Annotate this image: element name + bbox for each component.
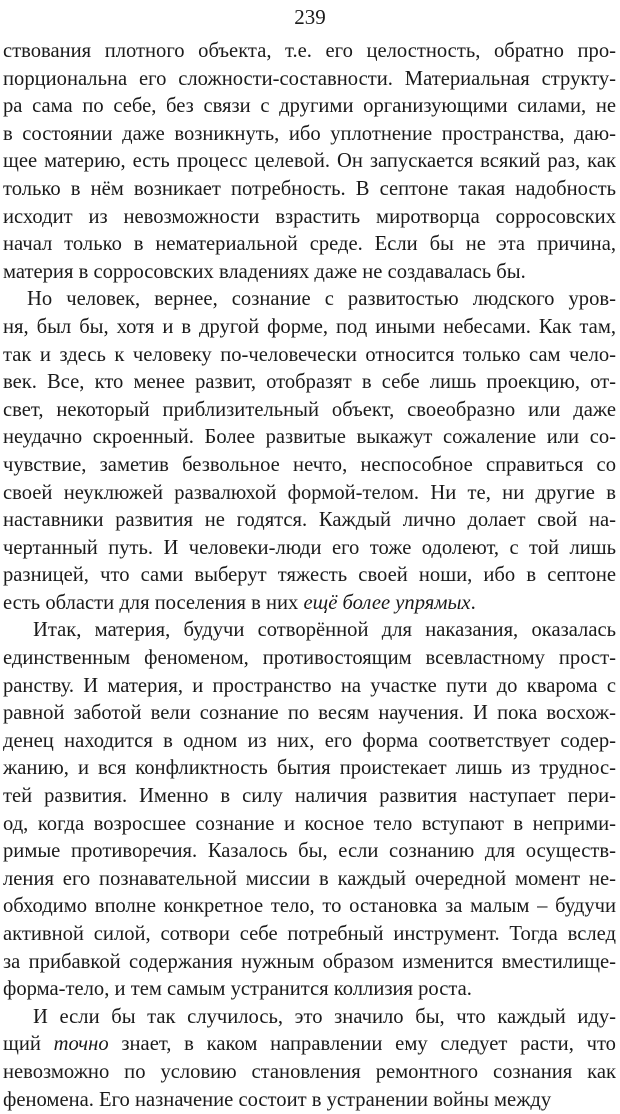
text-run: ствования плотного объекта, т.е. его целостность, обратно про- — [3, 40, 616, 62]
text-line — [3, 976, 616, 1004]
text-line — [3, 259, 616, 287]
text-run: разницей, что сами выберут тяжесть своей ноши, ибо в септоне — [3, 564, 616, 587]
text-line — [3, 66, 616, 94]
text-run: есть области для поселения в них — [3, 591, 304, 614]
text-line — [3, 452, 616, 480]
text-run: материя в сорросовских владениях даже не создавалась бы. — [3, 260, 526, 283]
text-line — [3, 811, 616, 839]
text-run: форма-тело, и тем самым устранится коллизия роста. — [3, 978, 472, 1001]
text-line — [3, 148, 616, 176]
text-run: единственным феноменом, противостоящим всевластному прост- — [3, 647, 616, 670]
text-run: своей неуклюжей развалюхой формой-телом. Ни те, ни другие в — [3, 481, 616, 504]
text-line — [3, 121, 616, 149]
text-line — [3, 93, 616, 121]
text-run: равной заботой вели сознание по весям научения. И пока восхож- — [3, 702, 616, 725]
text-line — [3, 755, 616, 783]
italic-text: точно — [53, 1033, 109, 1056]
text-run: неудачно скроенный. Более развитые выкажут сожаление или со- — [3, 426, 616, 449]
text-line — [3, 838, 616, 866]
text-line — [3, 590, 616, 618]
text-run: денец находится в одном из них, его форма соответствует содер- — [3, 729, 616, 752]
text-line — [3, 535, 616, 563]
text-line — [3, 866, 616, 894]
text-line — [3, 507, 616, 535]
text-run: обходимо вполне конкретное тело, то остановка за малым – будучи — [3, 895, 616, 918]
text-run: исходит из невозможности взрастить миротворца сорросовских — [3, 205, 616, 228]
text-line — [3, 176, 616, 204]
text-run: за прибавкой содержания нужным образом изменится вместилище- — [3, 950, 616, 973]
text-line — [3, 728, 616, 756]
text-run: тей развития. Именно в силу наличия развития наступает пери- — [3, 785, 616, 808]
text-run: в состоянии даже возникнуть, ибо уплотнение пространства, даю- — [3, 122, 616, 145]
text-line — [3, 1087, 616, 1114]
text-run: невозможно по условию становления ремонтного сознания как — [3, 1060, 616, 1083]
paragraph — [3, 286, 616, 617]
text-line — [3, 1004, 616, 1032]
text-run: феномена. Его назначение состоит в устранении войны между — [3, 1088, 552, 1111]
text-run: порциональна его сложности-составности. Материальная структу- — [3, 67, 616, 90]
text-line — [3, 949, 616, 977]
text-line — [3, 673, 616, 701]
text-line — [3, 369, 616, 397]
text-line — [3, 1031, 616, 1059]
text-line — [3, 424, 616, 452]
text-line — [3, 314, 616, 342]
text-run: щее материю, есть процесс целевой. Он запускается всякий раз, как — [3, 150, 616, 173]
text-line — [3, 204, 616, 232]
text-run: свет, некоторый приблизительный объект, своеобразно или даже — [3, 398, 616, 421]
text-line — [3, 921, 616, 949]
text-line — [3, 397, 616, 425]
text-run: начал только в нематериальной среде. Если бы не эта причина, — [3, 233, 616, 256]
text-line — [3, 342, 616, 370]
text-run: И если бы так случилось, это значило бы, что каждый иду- — [33, 1005, 616, 1028]
italic-text: ещё более упрямых — [303, 591, 471, 614]
text-run: ления его познавательной миссии в каждый очередной момент не- — [3, 867, 616, 890]
text-run: щий — [3, 1033, 54, 1056]
text-run: чувствие, заметив безвольное нечто, неспособное справиться со — [3, 453, 616, 476]
text-run: римые противоречия. Казалось бы, если сознанию для осуществ- — [3, 840, 616, 863]
text-line — [3, 700, 616, 728]
text-line — [3, 38, 616, 66]
body-text — [3, 38, 616, 1114]
text-run: Но человек, вернее, сознание с развитостью людского уров- — [27, 288, 616, 311]
paragraph — [3, 38, 616, 286]
text-run: чертанный путь. И человеки-люди его тоже одолеют, с той лишь — [3, 536, 616, 559]
text-line — [3, 480, 616, 508]
text-run: только в нём возникает потребность. В септоне такая надобность — [3, 177, 616, 200]
page-number: 239 — [294, 5, 326, 29]
paragraph — [3, 1004, 616, 1114]
text-run: Итак, материя, будучи сотворённой для наказания, оказалась — [33, 619, 616, 642]
text-run: . — [470, 591, 476, 614]
text-line — [3, 231, 616, 259]
paragraph — [3, 617, 616, 1003]
text-line — [3, 893, 616, 921]
text-line — [3, 286, 616, 314]
text-run: жанию, и вся конфликтность бытия проистекает лишь из труднос- — [3, 757, 616, 780]
text-line — [3, 617, 616, 645]
text-run: знает, в каком направлении ему следует расти, что — [108, 1033, 616, 1056]
text-run: од, когда возросшее сознание и косное тело вступают в неприми- — [3, 812, 616, 835]
text-line — [3, 1059, 616, 1087]
text-run: ня, был бы, хотя и в другой форме, под иными небесами. Как там, — [3, 315, 616, 338]
text-run: наставники развития не годятся. Каждый лично долает свой на- — [3, 509, 616, 532]
text-run: так и здесь к человеку по-человечески относится только сам чело- — [3, 343, 616, 366]
text-run: ра сама по себе, без связи с другими организующими силами, не — [3, 95, 616, 118]
text-run: ранству. И материя, и пространство на участке пути до кварома с — [3, 674, 616, 697]
text-line — [3, 783, 616, 811]
text-run: активной силой, сотвори себе потребный инструмент. Тогда вслед — [3, 923, 616, 945]
text-line — [3, 562, 616, 590]
text-run: век. Все, кто менее развит, отобразят в себе лишь проекцию, от- — [3, 371, 616, 394]
text-line — [3, 645, 616, 673]
